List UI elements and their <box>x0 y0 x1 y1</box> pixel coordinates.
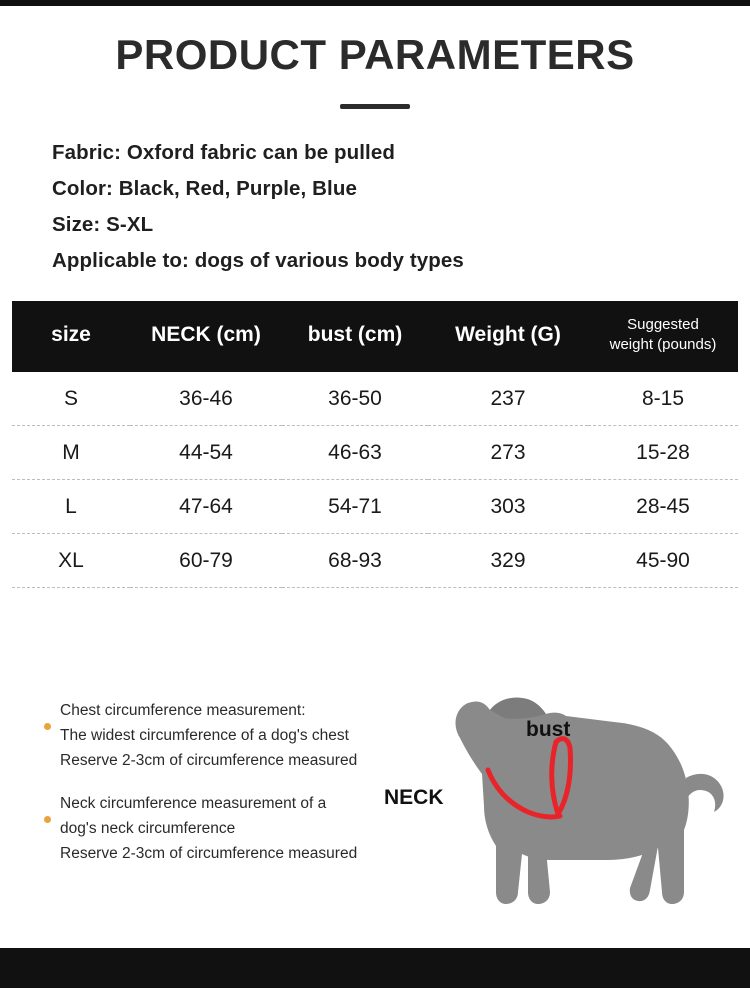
cell-neck: 36-46 <box>130 372 282 426</box>
column-header-neck: NECK (cm) <box>151 323 261 347</box>
note-chest-line-1: Chest circumference measurement: <box>60 701 306 719</box>
cell-size: XL <box>12 533 130 587</box>
label-neck: NECK <box>384 785 444 809</box>
spec-applicable: Applicable to: dogs of various body types <box>52 249 464 273</box>
top-black-bar <box>0 0 750 6</box>
page-title: PRODUCT PARAMETERS <box>115 31 635 78</box>
cell-size: S <box>12 372 130 426</box>
column-header-weight: Weight (G) <box>455 323 561 347</box>
note-neck-line-3: Reserve 2-3cm of circumference measured <box>60 844 358 862</box>
cell-bust: 36-50 <box>282 372 428 426</box>
spec-fabric: Fabric: Oxford fabric can be pulled <box>52 141 395 165</box>
bottom-black-bar <box>0 948 750 988</box>
note-chest-line-2: The widest circumference of a dog's chest <box>60 726 349 744</box>
table-header-row <box>12 301 738 372</box>
note-chest <box>44 698 404 773</box>
cell-weight: 329 <box>428 533 588 587</box>
spec-size: Size: S-XL <box>52 213 154 237</box>
cell-suggested: 28-45 <box>588 479 738 533</box>
table-row <box>12 533 738 587</box>
size-table-wrapper <box>12 301 738 588</box>
spec-color: Color: Black, Red, Purple, Blue <box>52 177 357 201</box>
bullet-icon <box>44 816 51 823</box>
spec-list <box>52 135 750 279</box>
size-table <box>12 301 738 588</box>
cell-bust: 68-93 <box>282 533 428 587</box>
cell-neck: 44-54 <box>130 425 282 479</box>
column-header-suggested-weight <box>588 301 738 372</box>
cell-size: L <box>12 479 130 533</box>
column-header-size: size <box>51 323 91 347</box>
column-header-bust: bust (cm) <box>307 323 403 347</box>
cell-neck: 60-79 <box>130 533 282 587</box>
cell-size: M <box>12 425 130 479</box>
cell-bust: 54-71 <box>282 479 428 533</box>
cell-weight: 237 <box>428 372 588 426</box>
note-neck-line-1: Neck circumference measurement of a <box>60 794 327 812</box>
label-bust: bust <box>526 717 571 741</box>
cell-weight: 303 <box>428 479 588 533</box>
column-header-suggested-line1: Suggested <box>627 316 699 334</box>
title-divider <box>340 104 410 109</box>
table-row <box>12 425 738 479</box>
notes-list <box>44 698 404 884</box>
dog-silhouette-icon <box>400 678 740 938</box>
table-row <box>12 479 738 533</box>
table-row <box>12 372 738 426</box>
note-neck-line-2: dog's neck circumference <box>60 819 236 837</box>
cell-suggested: 45-90 <box>588 533 738 587</box>
column-header-suggested-line2: weight (pounds) <box>609 336 717 354</box>
cell-neck: 47-64 <box>130 479 282 533</box>
cell-weight: 273 <box>428 425 588 479</box>
note-chest-line-3: Reserve 2-3cm of circumference measured <box>60 751 358 769</box>
size-table-head <box>12 301 738 372</box>
size-table-body <box>12 372 738 588</box>
note-neck <box>44 791 404 866</box>
bullet-icon <box>44 723 51 730</box>
cell-suggested: 8-15 <box>588 372 738 426</box>
cell-suggested: 15-28 <box>588 425 738 479</box>
cell-bust: 46-63 <box>282 425 428 479</box>
